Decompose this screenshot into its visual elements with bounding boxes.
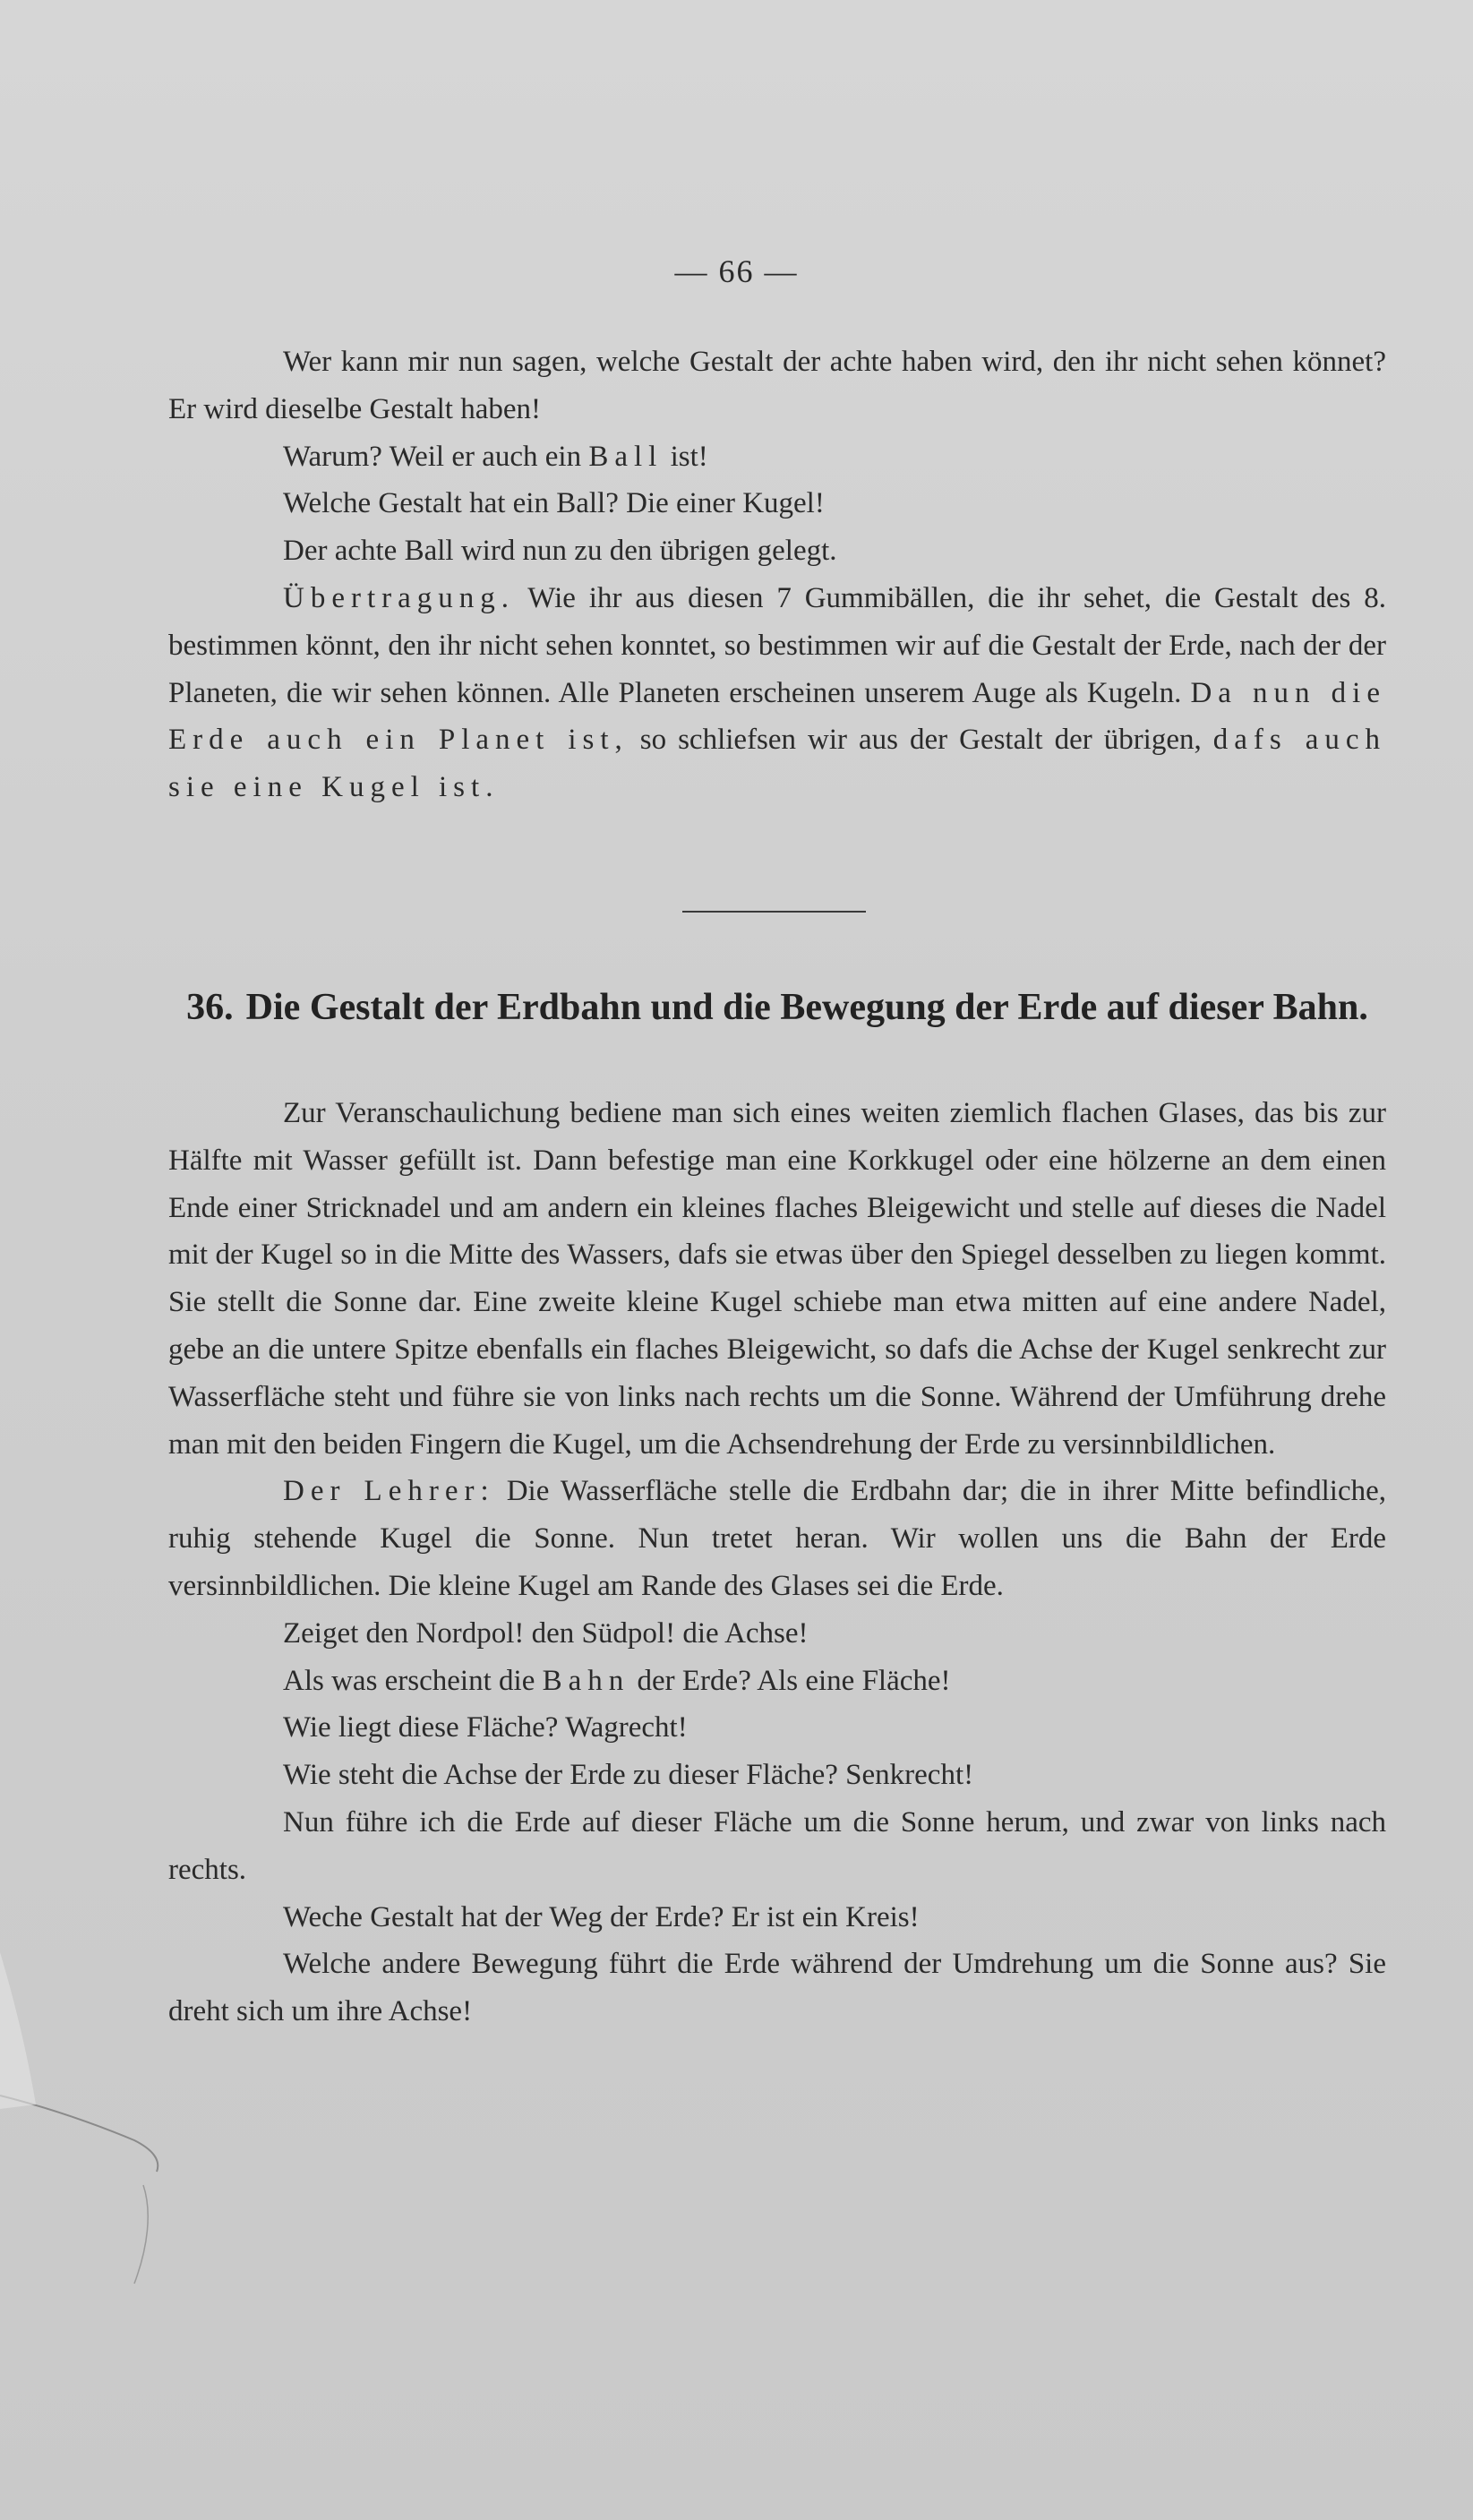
text-run: Warum? Weil er auch ein [283, 440, 582, 473]
paragraph: Zur Veranschaulichung bediene man sich eines weiten ziemlich flachen Glases, das bis zur Hälfte mit Wasser gefüllt ist. Dann befestige man eine Korkkugel oder eine hölzerne an dem einen Ende einer Stricknadel und am andern ein kleines flaches Bleigewicht und stelle auf dieses die Nadel mit der Kugel so in die Mitte des Wassers, dafs sie etwas über den Spiegel desselben zu liegen kommt. Sie stellt die Sonne dar. Eine zweite kleine Kugel schiebe man etwa mitten auf eine andere Nadel, gebe an die untere Spitze ebenfalls ein flaches Bleigewicht, so dafs die Achse der Kugel senkrecht zur Wasserfläche steht und führe sie von links nach rechts um die Sonne. Während der Umführung drehe man mit den beiden Fingern die Kugel, um die Achsendrehung der Erde zu versinnbildlichen. [168, 1097, 1386, 1461]
text-run: so schliefsen wir aus der Gestalt der übrigen, [639, 724, 1202, 757]
paragraph [168, 1468, 1386, 1609]
text-run: ist! [670, 440, 708, 473]
emphasized-text: Bahn [542, 1664, 630, 1697]
emphasized-text: Übertragung. [283, 581, 516, 614]
section-heading [168, 985, 1386, 1030]
paragraph: Welche andere Bewegung führt die Erde während der Umdrehung um die Sonne aus? Sie dreht sich um ihre Achse! [168, 1948, 1386, 2028]
emphasized-text: Der Lehrer: [283, 1475, 495, 1508]
paragraph [168, 433, 1386, 481]
section-title: Die Gestalt der Erdbahn und die Bewegung der Erde auf dieser Bahn. [245, 987, 1368, 1028]
page-number: — 66 — [674, 253, 799, 289]
text-run: Als was erscheint die [283, 1664, 535, 1697]
text-run: Die Wasserfläche stelle die Erdbahn dar; die in ihrer Mitte befindliche, ruhig stehende Kugel die Sonne. Nun tretet heran. Wir wollen uns die Bahn der Erde versinnbildlichen. Die kleine Kugel am Rande des Glases sei die Erde. [168, 1475, 1387, 1602]
text-run: der Erde? Als eine Fläche! [637, 1664, 951, 1697]
emphasized-text: dafs auch sie eine Kugel ist. [168, 724, 1387, 804]
section-text [168, 1090, 1386, 2036]
paragraph: Weche Gestalt hat der Weg der Erde? Er ist ein Kreis! [283, 1900, 920, 1933]
paragraph: Der achte Ball wird nun zu den übrigen gelegt. [283, 535, 837, 568]
paragraph: Wie steht die Achse der Erde zu dieser Fläche? Senkrecht! [283, 1759, 974, 1792]
text-run: Wie ihr aus diesen 7 Gummibällen, die ihr sehet, die Gestalt des 8. bestimmen könnt, den ihr nicht sehen konntet, so bestimmen wir auf die Gestalt der Erde, nach der der Planeten, die wir sehen können. Alle Planeten erscheinen unserem Auge als Kugeln. [168, 581, 1386, 709]
section-divider [682, 911, 866, 913]
paragraph: Wie liegt diese Fläche? Wagrecht! [283, 1711, 688, 1744]
paragraph: Welche Gestalt hat ein Ball? Die einer Kugel! [283, 487, 825, 520]
paragraph [168, 1658, 1386, 1705]
paragraph [168, 575, 1386, 811]
paper-tear-mark [0, 1925, 179, 2301]
section-number: 36. [186, 987, 234, 1028]
paragraph: Zeiget den Nordpol! den Südpol! die Achse! [283, 1616, 809, 1650]
emphasized-text: Da nun die Erde auch ein Planet ist, [168, 676, 1386, 757]
intro-text [168, 339, 1386, 811]
emphasized-text: Ball [588, 440, 664, 473]
paragraph: Wer kann mir nun sagen, welche Gestalt der achte haben wird, den ihr nicht sehen könnet? Er wird dieselbe Gestalt haben! [168, 346, 1386, 425]
paragraph: Nun führe ich die Erde auf dieser Fläche um die Sonne herum, und zwar von links nach rechts. [168, 1805, 1386, 1886]
